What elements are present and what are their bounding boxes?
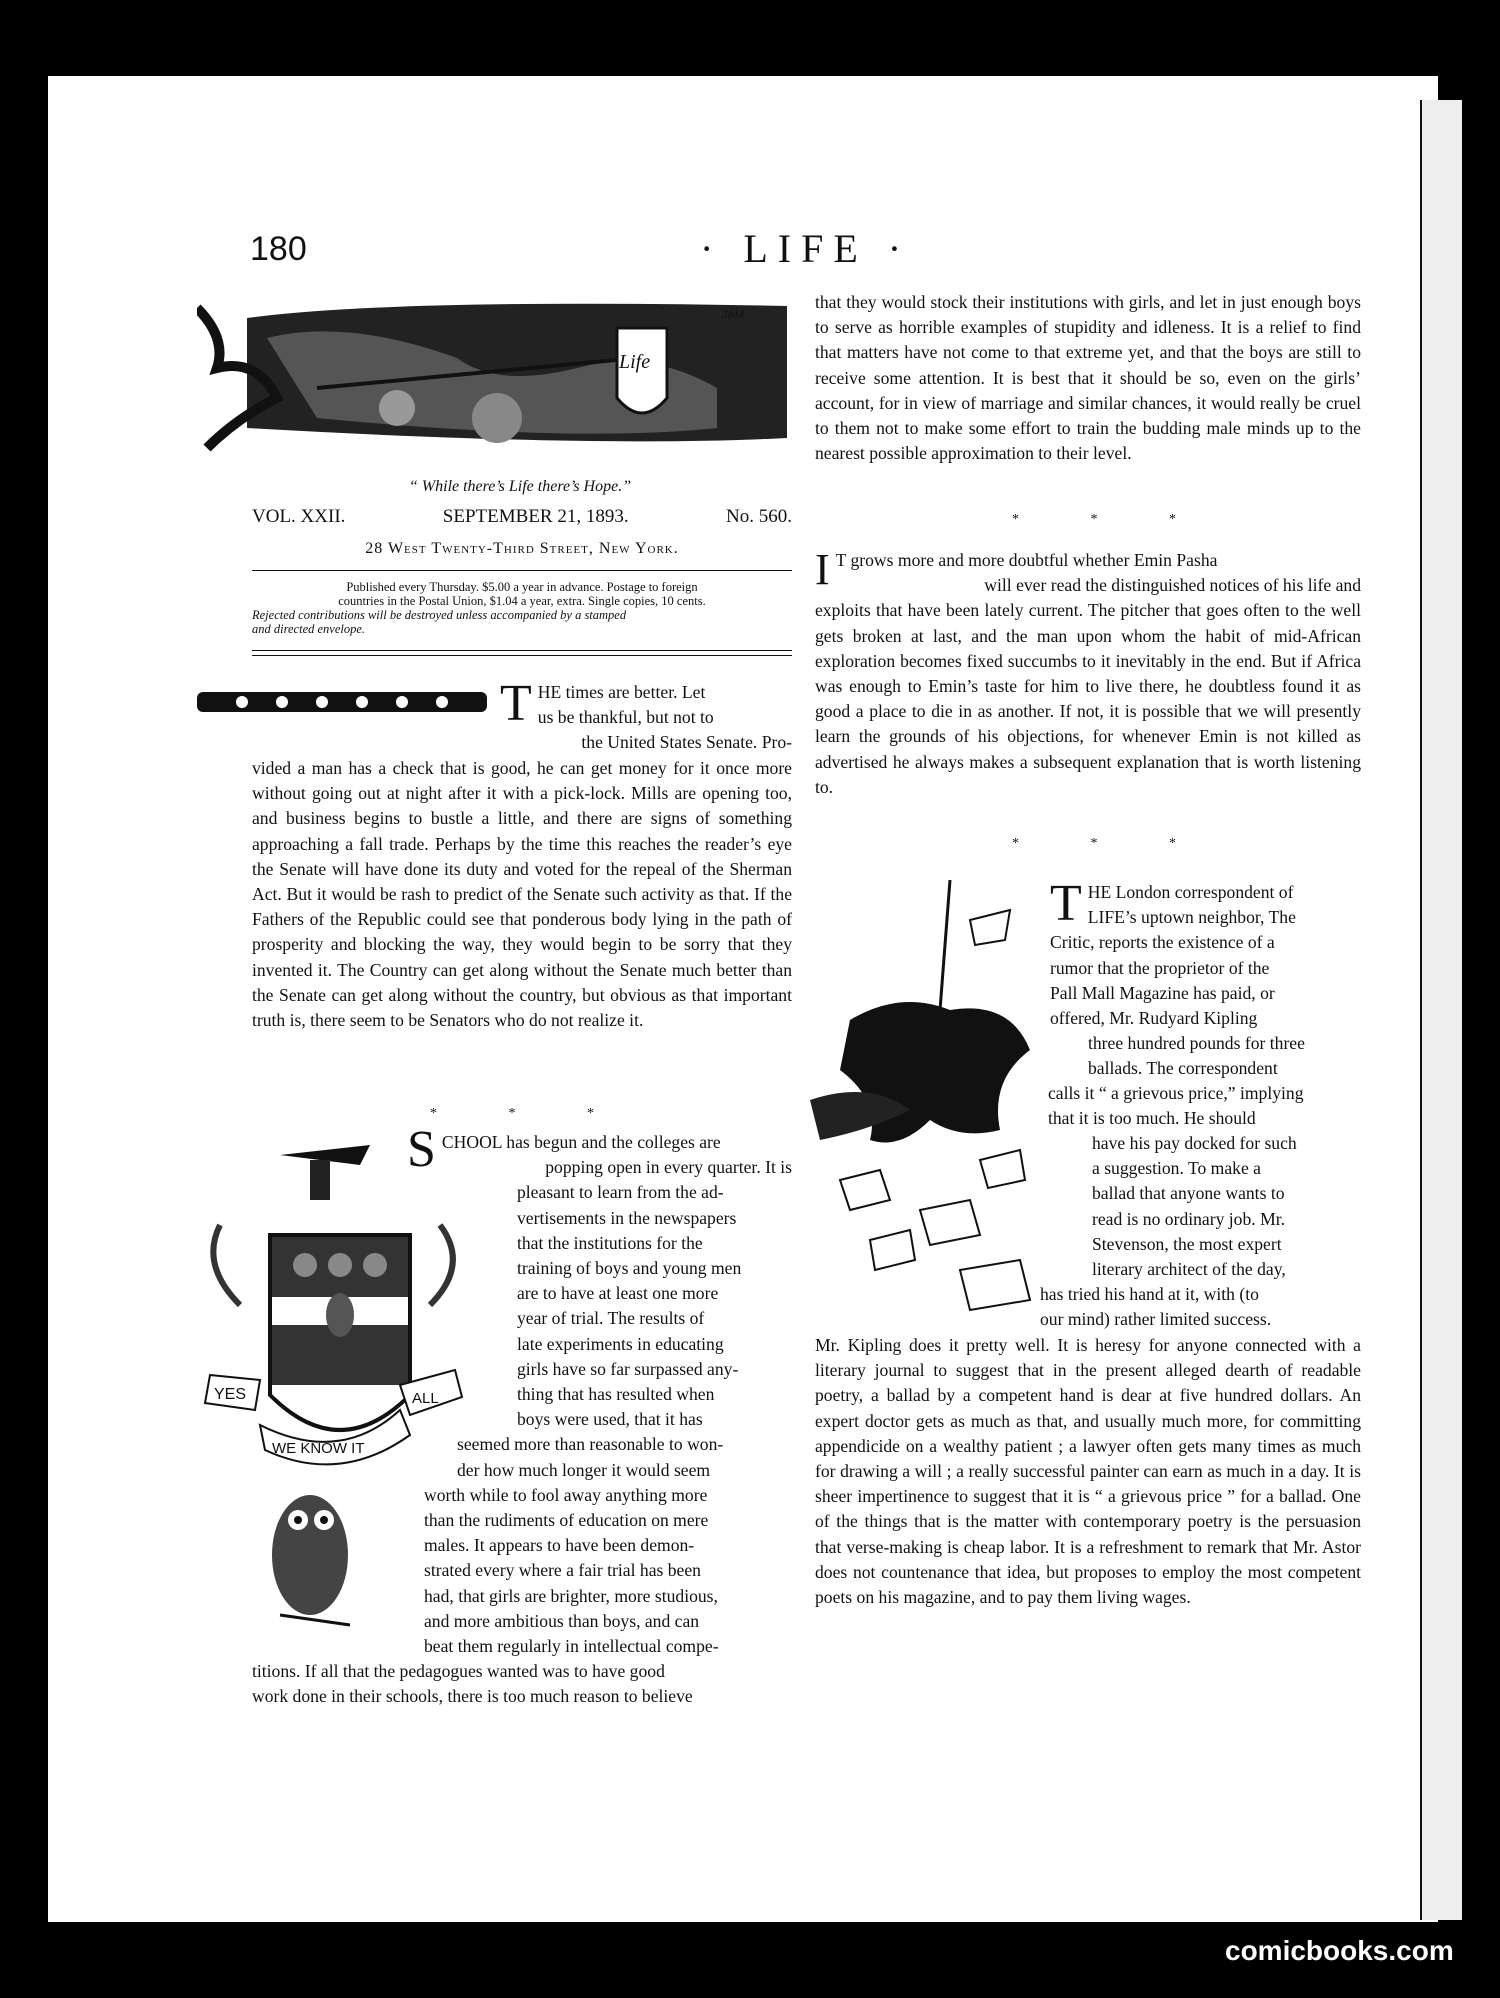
text-line: that it is too much. He should — [1048, 1108, 1256, 1129]
paragraph: Mr. Kipling does it pretty well. It is heresy for anyone connected with a literary journal to suggest that in the present alleged dearth of readable poetry, a ballad by a competent hand is dear at five hundred dollars. An expert doctor gets as much as that, and usually much more, for committing appendicide on a wealthy patient ; a lawyer often gets many times as much for drawing a will ; a really successful painter can earn as much in a day. It is sheer impertinence to suggest that it is “ a grievous price ” for a ballad. One of the things that is the matter with contemporary poetry is the persuasion that verse-making is cheap labor. It is a refreshment to remark that Mr. Astor does not countenance that idea, but proposes to employ the most competent poets on his magazine, and to pay them living wages. — [815, 1335, 1361, 1608]
text-line: ballad that anyone wants to — [1092, 1183, 1285, 1204]
page-number: 180 — [250, 230, 307, 268]
text-line: HE London correspondent of — [1087, 882, 1294, 902]
issue-number: No. 560. — [726, 506, 792, 527]
ornament-scroll — [197, 688, 487, 716]
paragraph: exploits that have been lately current. The pitcher that goes often to the well gets broken at last, and the man upon whom the habit of mid-African exploration becomes fixed succumbs to it inevitably in the end. But if Africa was enough to Emin’s taste for him to live there, he doubtless found it as good a place to die in as another. If not, it is possible that we will presently learn the grounds of his objections, for whenever Emin is not killed as advertised he always makes a subsequent explanation that is worth listening to. — [815, 600, 1361, 797]
masthead-motto: “ While there’s Life there’s Hope.” — [408, 478, 632, 495]
publication-info-line: countries in the Postal Union, $1.04 a year, extra. Single copies, 10 cents. — [338, 594, 706, 608]
right-p3-wrap-4 — [1092, 1131, 1361, 1282]
text-line: has tried his hand at it, with (to — [1040, 1284, 1259, 1304]
text-line: boys were used, that it has — [517, 1409, 703, 1430]
text-line: CHOOL has begun and the colleges are — [441, 1132, 721, 1152]
text-line: Pall Mall Magazine has paid, or — [1050, 982, 1275, 1003]
text-line: males. It appears to have been demon- — [424, 1535, 695, 1556]
text-line: literary architect of the day, — [1092, 1259, 1286, 1280]
text-line: beat them regularly in intellectual compe- — [424, 1636, 719, 1657]
right-p1 — [815, 290, 1361, 466]
right-p3-body — [815, 1333, 1361, 1610]
text-line: strated every where a fair trial has been — [424, 1560, 701, 1581]
text-line: popping open in every quarter. It is — [545, 1157, 792, 1178]
dropcap: I — [815, 545, 830, 594]
crest-banner-left: YES — [214, 1386, 247, 1403]
text-line: ballads. The correspondent — [1088, 1058, 1278, 1079]
text-line: read is no ordinary job. Mr. — [1092, 1208, 1286, 1229]
right-p3-wrap-3 — [1048, 1081, 1361, 1131]
text-line: HE times are better. Let — [537, 682, 706, 702]
dropcap: S — [407, 1121, 436, 1178]
crest-banner-right: ALL — [412, 1390, 439, 1407]
text-line: three hundred pounds for three — [1088, 1033, 1305, 1053]
left-p1-intro — [500, 675, 792, 756]
text-line: than the rudiments of education on mere — [424, 1510, 709, 1531]
text-line: and more ambitious than boys, and can — [424, 1610, 700, 1631]
publication-info-line: Rejected contributions will be destroyed unless accompanied by a stamped — [252, 608, 627, 622]
section-separator: * * * — [430, 1106, 628, 1121]
crest-banner-bottom: WE KNOW IT — [272, 1440, 365, 1457]
text-line: offered, Mr. Rudyard Kipling — [1050, 1008, 1258, 1029]
right-p3-wrap-5 — [1040, 1282, 1361, 1332]
text-line: late experiments in educating — [517, 1333, 724, 1354]
text-line: der how much longer it would seem — [457, 1459, 711, 1480]
dropcap: T — [500, 675, 532, 732]
text-line: a suggestion. To make a — [1092, 1158, 1261, 1179]
text-line: pleasant to learn from the ad- — [517, 1182, 724, 1203]
banner-signature: JAM. — [722, 309, 748, 321]
text-line: thing that has resulted when — [517, 1384, 715, 1405]
masthead-title: · LIFE · — [700, 226, 912, 271]
text-line: rumor that the proprietor of the — [1050, 957, 1270, 978]
text-line: will ever read the distinguished notices of his life and — [984, 575, 1361, 596]
text-line: had, that girls are brighter, more studious, — [424, 1585, 718, 1606]
text-line: titions. If all that the pedagogues wanted was to have good — [252, 1661, 665, 1682]
dropcap: T — [1050, 875, 1082, 932]
paragraph: that they would stock their institutions with girls, and let in just enough boys to serve as horrible examples of stupidity and idleness. It is a relief to find that matters have not come to that extreme yet, and that the boys are still to receive some attention. It is best that it should be so, even on the girls’ account, for in view of marriage and similar chances, it would really be cruel to them not to make some effort to train the budding male minds up to the nearest possible approximation to their level. — [815, 292, 1361, 464]
rule-double-2 — [252, 655, 792, 656]
text-line: T grows more and more doubtful whether Emin Pasha — [835, 550, 1218, 570]
volume-line — [252, 506, 792, 528]
text-line: us be thankful, but not to — [537, 707, 714, 728]
publication-info-line: Published every Thursday. $5.00 a year in advance. Postage to foreign — [346, 580, 698, 594]
text-line: girls have so far surpassed any- — [517, 1358, 739, 1379]
paragraph: vided a man has a check that is good, he can get money for it once more without going out at night after it with a pick-lock. Mills are opening too, and business begins to bustle a little, and there are signs of something approaching a fall trade. Perhaps by the time this reaches the reader’s eye the Senate will have done its duty and voted for the repeal of the Sherman Act. But it would be rash to predict of the Senate such activity as that. If the Fathers of the Republic could see that ponderous body lying in the path of prosperity and blocking the way, they would begin to be sorry that they invented it. The Country can get along without the Senate much better than the Senate can get along without the country, but obvious as that important truth is, there seem to be Senators who do not realize it. — [252, 758, 792, 1031]
text-line: the United States Senate. Pro- — [581, 732, 792, 753]
rule-top — [252, 570, 792, 571]
section-separator: * * * — [1012, 836, 1210, 851]
volume: VOL. XXII. — [252, 506, 346, 527]
text-line: seemed more than reasonable to won- — [457, 1434, 724, 1455]
right-p3-wrap-2 — [1088, 1031, 1361, 1081]
pegasus-papers-illustration — [810, 880, 1050, 1320]
text-line: training of boys and young men — [517, 1258, 742, 1279]
shield-life-lettering: Life — [619, 351, 651, 373]
text-line: work done in their schools, there is too much reason to believe — [252, 1686, 693, 1707]
text-line: are to have at least one more — [517, 1283, 719, 1304]
text-line: our mind) rather limited success. — [1040, 1309, 1272, 1330]
right-p3-wrap — [1050, 875, 1361, 1031]
text-line: worth while to fool away anything more — [424, 1484, 708, 1505]
text-line: Stevenson, the most expert — [1092, 1233, 1282, 1254]
rule-double-1 — [252, 650, 792, 651]
masthead-illustration — [197, 298, 791, 480]
publication-info-line: and directed envelope. — [252, 622, 366, 636]
section-separator: * * * — [1012, 512, 1210, 527]
text-line: that the institutions for the — [517, 1232, 703, 1253]
right-p2 — [815, 545, 1361, 800]
left-p2 — [252, 1121, 792, 1710]
text-line: LIFE’s uptown neighbor, The — [1087, 907, 1296, 928]
adjacent-page-edge — [1420, 100, 1462, 1920]
text-line: vertisements in the newspapers — [517, 1207, 737, 1228]
issue-date: SEPTEMBER 21, 1893. — [442, 506, 629, 527]
text-line: calls it “ a grievous price,” implying — [1048, 1083, 1304, 1103]
site-watermark: comicbooks.com — [1225, 1935, 1454, 1966]
text-line: year of trial. The results of — [517, 1308, 705, 1329]
publication-info — [252, 580, 792, 636]
left-p1-body — [252, 756, 792, 1033]
text-line: have his pay docked for such — [1092, 1133, 1297, 1153]
address: 28 West Twenty-Third Street, New York. — [365, 540, 679, 557]
text-line: Critic, reports the existence of a — [1050, 932, 1275, 953]
